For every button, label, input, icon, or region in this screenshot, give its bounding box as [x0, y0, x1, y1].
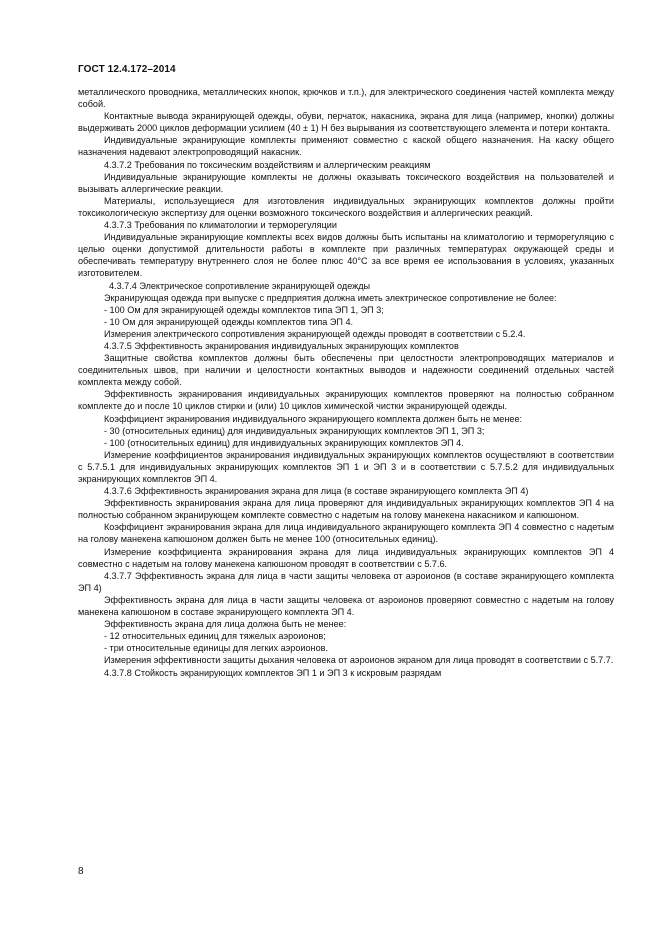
section-heading: 4.3.7.4 Электрическое сопротивление экранирующей одежды [109, 280, 371, 291]
paragraph: Индивидуальные экранирующие комплекты всех видов должны быть испытаны на климатологию и терморегуляцию с целью оценки допустимой длительности работы в комплекте при различных температурах окружающей среды и обеспечивать температуру внутреннего слоя не более плюс 40°С за все время ее использования в условиях, указанных изготовителем. [78, 232, 614, 279]
paragraph: Измерения электрического сопротивления экранирующей одежды проводят в соответствии с 5.2.4. [104, 328, 526, 339]
paragraph: Защитные свойства комплектов должны быть обеспечены при целостности электропроводящих материалов и соединительных швов, при наличии и целостности контактных выводов и надежности соединений отдельных частей комплекта между собой. [78, 353, 614, 388]
paragraph: Эффективность экрана для лица должна быть не менее: [104, 619, 347, 630]
section-heading: 4.3.7.7 Эффективность экрана для лица в части защиты человека от аэроионов (в составе экранирующего комплекта ЭП 4) [78, 570, 614, 593]
list-item: - 10 Ом для экранирующей одежды комплектов типа ЭП 4. [104, 316, 354, 327]
list-item: - 100 (относительных единиц) для индивидуальных экранирующих комплектов ЭП 4. [104, 437, 464, 448]
paragraph: Эффективность экрана для лица в части защиты человека от аэроионов проверяют совместно с надетым на голову манекена капюшоном в составе экранирующего комплекта ЭП 4. [78, 594, 614, 618]
paragraph: Измерение коэффициента экранирования экрана для лица индивидуальных экранирующих комплектов ЭП 4 совместно с надетым на голову манекена капюшоном проводят в соответствии с 5.7.6. [78, 546, 614, 569]
section-heading: 4.3.7.8 Стойкость экранирующих комплектов ЭП 1 и ЭП 3 к искровым разрядам [104, 667, 442, 678]
list-item: - 30 (относительных единиц) для индивидуальных экранирующих комплектов ЭП 1, ЭП 3; [104, 425, 485, 436]
paragraph: Экранирующая одежда при выпуске с предприятия должна иметь электрическое сопротивление не более: [104, 292, 557, 303]
document-header: ГОСТ 12.4.172–2014 [78, 64, 176, 75]
section-heading: 4.3.7.2 Требования по токсическим воздействиям и аллергическим реакциям [104, 159, 431, 170]
paragraph: Коэффициент экранирования экрана для лица индивидуального экранирующего комплекта ЭП 4 совместно с надетым на голову манекена капюшоном должен быть не менее 100 (относительных единиц). [78, 522, 614, 545]
page-number: 8 [78, 866, 84, 877]
paragraph: Эффективность экранирования экрана для лица проверяют для индивидуальных экранирующих комплектов ЭП 4 на полностью собранном экранирующем комплекте совместно с надетым на голову манекена накасником и капюшоном. [78, 498, 614, 521]
list-item: - три относительные единицы для легких аэроионов. [104, 643, 328, 654]
list-item: - 100 Ом для экранирующей одежды комплектов типа ЭП 1, ЭП 3; [104, 304, 384, 315]
paragraph: Измерения эффективности защиты дыхания человека от аэроионов экраном для лица проводят в соответствии с 5.7.7. [104, 655, 614, 666]
section-heading: 4.3.7.6 Эффективность экранирования экрана для лица (в составе экранирующего комплекта ЭП 4) [104, 486, 529, 497]
paragraph: Контактные вывода экранирующей одежды, обуви, перчаток, накасника, экрана для лица (например, кнопки) должны выдерживать 2000 циклов деформации усилием (40 ± 1) Н без вырывания из соответствующего элемента и потери контакта. [78, 111, 614, 134]
paragraph: Индивидуальные экранирующие комплекты применяют совместно с каской общего назначения. На каску общего назначения надевают электропроводящий накасник. [78, 135, 614, 158]
section-heading: 4.3.7.5 Эффективность экранирования индивидуальных экранирующих комплектов [104, 340, 459, 351]
document-body [78, 86, 614, 679]
paragraph: Индивидуальные экранирующие комплекты не должны оказывать токсического воздействия на пользователей и вызывать аллергические реакции. [78, 171, 614, 194]
list-item: - 12 относительных единиц для тяжелых аэроионов; [104, 631, 326, 642]
section-heading: 4.3.7.3 Требования по климатологии и терморегуляции [104, 220, 337, 231]
paragraph: металлического проводника, металлических кнопок, крючков и т.п.), для электрического соединения частей комплекта между собой. [78, 87, 614, 110]
paragraph: Измерение коэффициентов экранирования индивидуальных экранирующих комплектов осуществляют в соответствии с 5.7.5.1 для индивидуальных экранирующих комплектов ЭП 1 и ЭП 3 и в соответствии с 5.7.5.2 для индивидуальных экранирующих комплектов ЭП 4. [78, 449, 614, 484]
paragraph: Коэффициент экранирования индивидуального экранирующего комплекта должен быть не менее: [104, 413, 523, 424]
paragraph: Материалы, используещиеся для изготовления индивидуальных экранирующих комплектов должны пройти токсикологическую экспертизу для оценки возможного токсического воздействия и аллергических реакций. [78, 195, 614, 218]
paragraph: Эффективность экранирования индивидуальных экранирующих комплектов проверяют на полностью собранном комплекте до и после 10 циклов стирки и (или) 10 циклов химической чистки экранирующей одежды. [78, 389, 614, 412]
